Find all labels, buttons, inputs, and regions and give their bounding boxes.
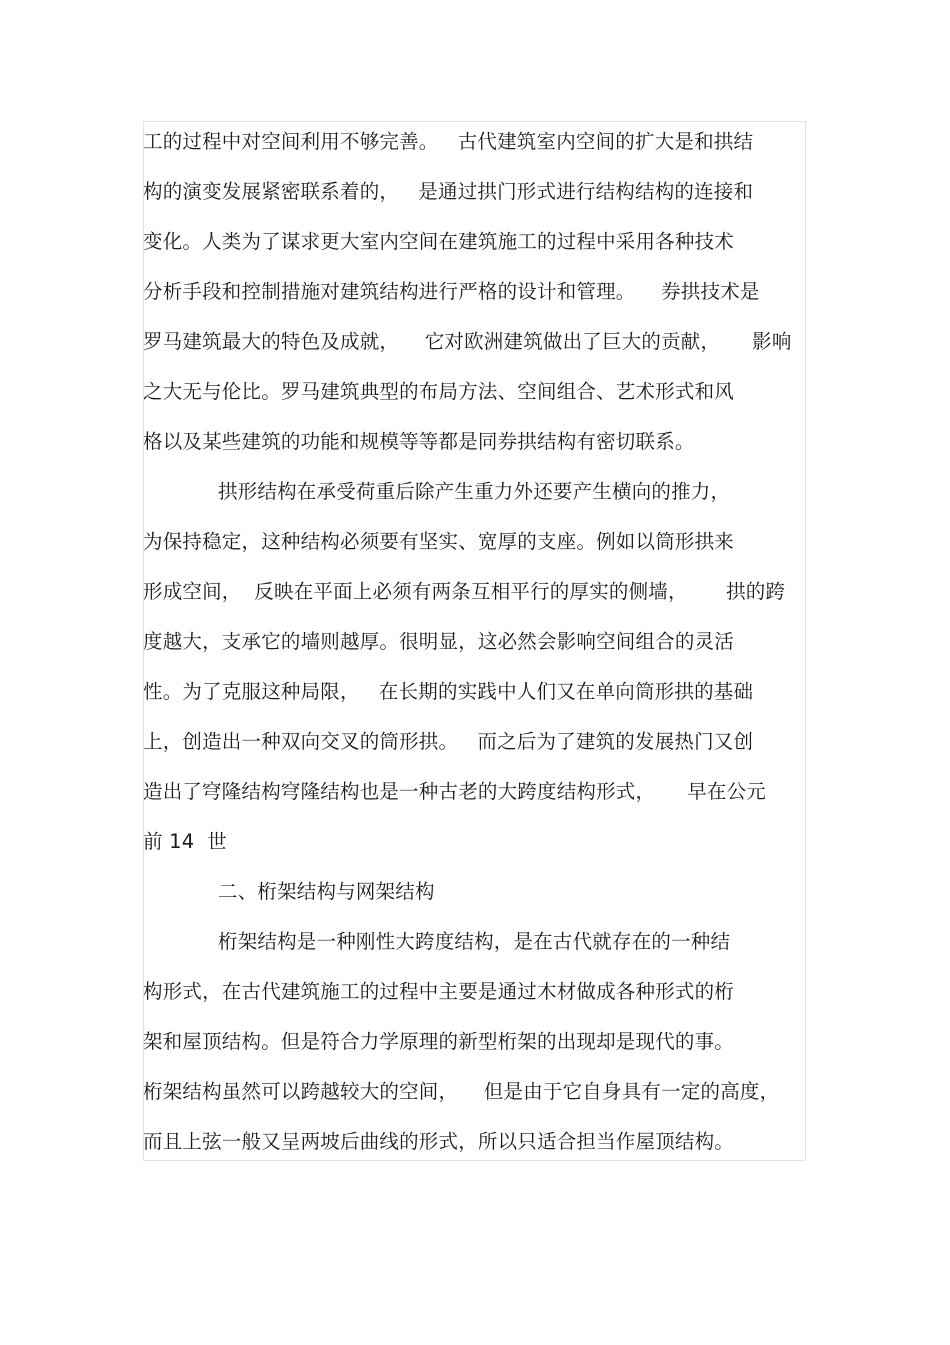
text-line: 构形式，在古代建筑施工的过程中主要是通过木材做成各种形式的桁 — [143, 980, 735, 1003]
text-line: 变化。人类为了谋求更大室内空间在建筑施工的过程中采用各种技术 — [143, 230, 735, 253]
text-line: 拱形结构在承受荷重后除产生重力外还要产生横向的推力， — [218, 480, 731, 503]
text-line: 构的演变发展紧密联系着的， 是通过拱门形式进行结构结构的连接和 — [143, 180, 754, 203]
text-line: 性。为了克服这种局限， 在长期的实践中人们又在单向筒形拱的基础 — [143, 680, 754, 703]
text-line: 之大无与伦比。罗马建筑典型的布局方法、空间组合、艺术形式和风 — [143, 380, 735, 403]
text-line: 度越大，支承它的墙则越厚。很明显，这必然会影响空间组合的灵活 — [143, 630, 735, 653]
text-line: 上，创造出一种双向交叉的筒形拱。 而之后为了建筑的发展热门又创 — [143, 730, 754, 753]
text-line: 桁架结构是一种刚性大跨度结构，是在古代就存在的一种结 — [218, 930, 731, 953]
text-line: 而且上弦一般又呈两坡后曲线的形式，所以只适合担当作屋顶结构。 — [143, 1130, 735, 1153]
text-line: 为保持稳定，这种结构必须要有坚实、宽厚的支座。例如以筒形拱来 — [143, 530, 735, 553]
text-line: 架和屋顶结构。但是符合力学原理的新型桁架的出现却是现代的事。 — [143, 1030, 735, 1053]
text-line: 二、桁架结构与网架结构 — [218, 880, 435, 903]
text-line: 造出了穹隆结构穹隆结构也是一种古老的大跨度结构形式， 早在公元 — [143, 780, 766, 803]
text-line: 桁架结构虽然可以跨越较大的空间， 但是由于它自身具有一定的高度， — [143, 1080, 780, 1103]
text-line: 格以及某些建筑的功能和规模等等都是同券拱结构有密切联系。 — [143, 430, 695, 453]
text-line: 分析手段和控制措施对建筑结构进行严格的设计和管理。 券拱技术是 — [143, 280, 760, 303]
text-line: 罗马建筑最大的特色及成就， 它对欧洲建筑做出了巨大的贡献， 影响 — [143, 330, 792, 353]
document-body — [143, 122, 823, 1172]
text-line: 前 14 世 — [143, 830, 227, 853]
text-line: 形成空间， 反映在平面上必须有两条互相平行的厚实的侧墙， 拱的跨 — [143, 580, 786, 603]
text-line: 工的过程中对空间利用不够完善。 古代建筑室内空间的扩大是和拱结 — [143, 130, 754, 153]
